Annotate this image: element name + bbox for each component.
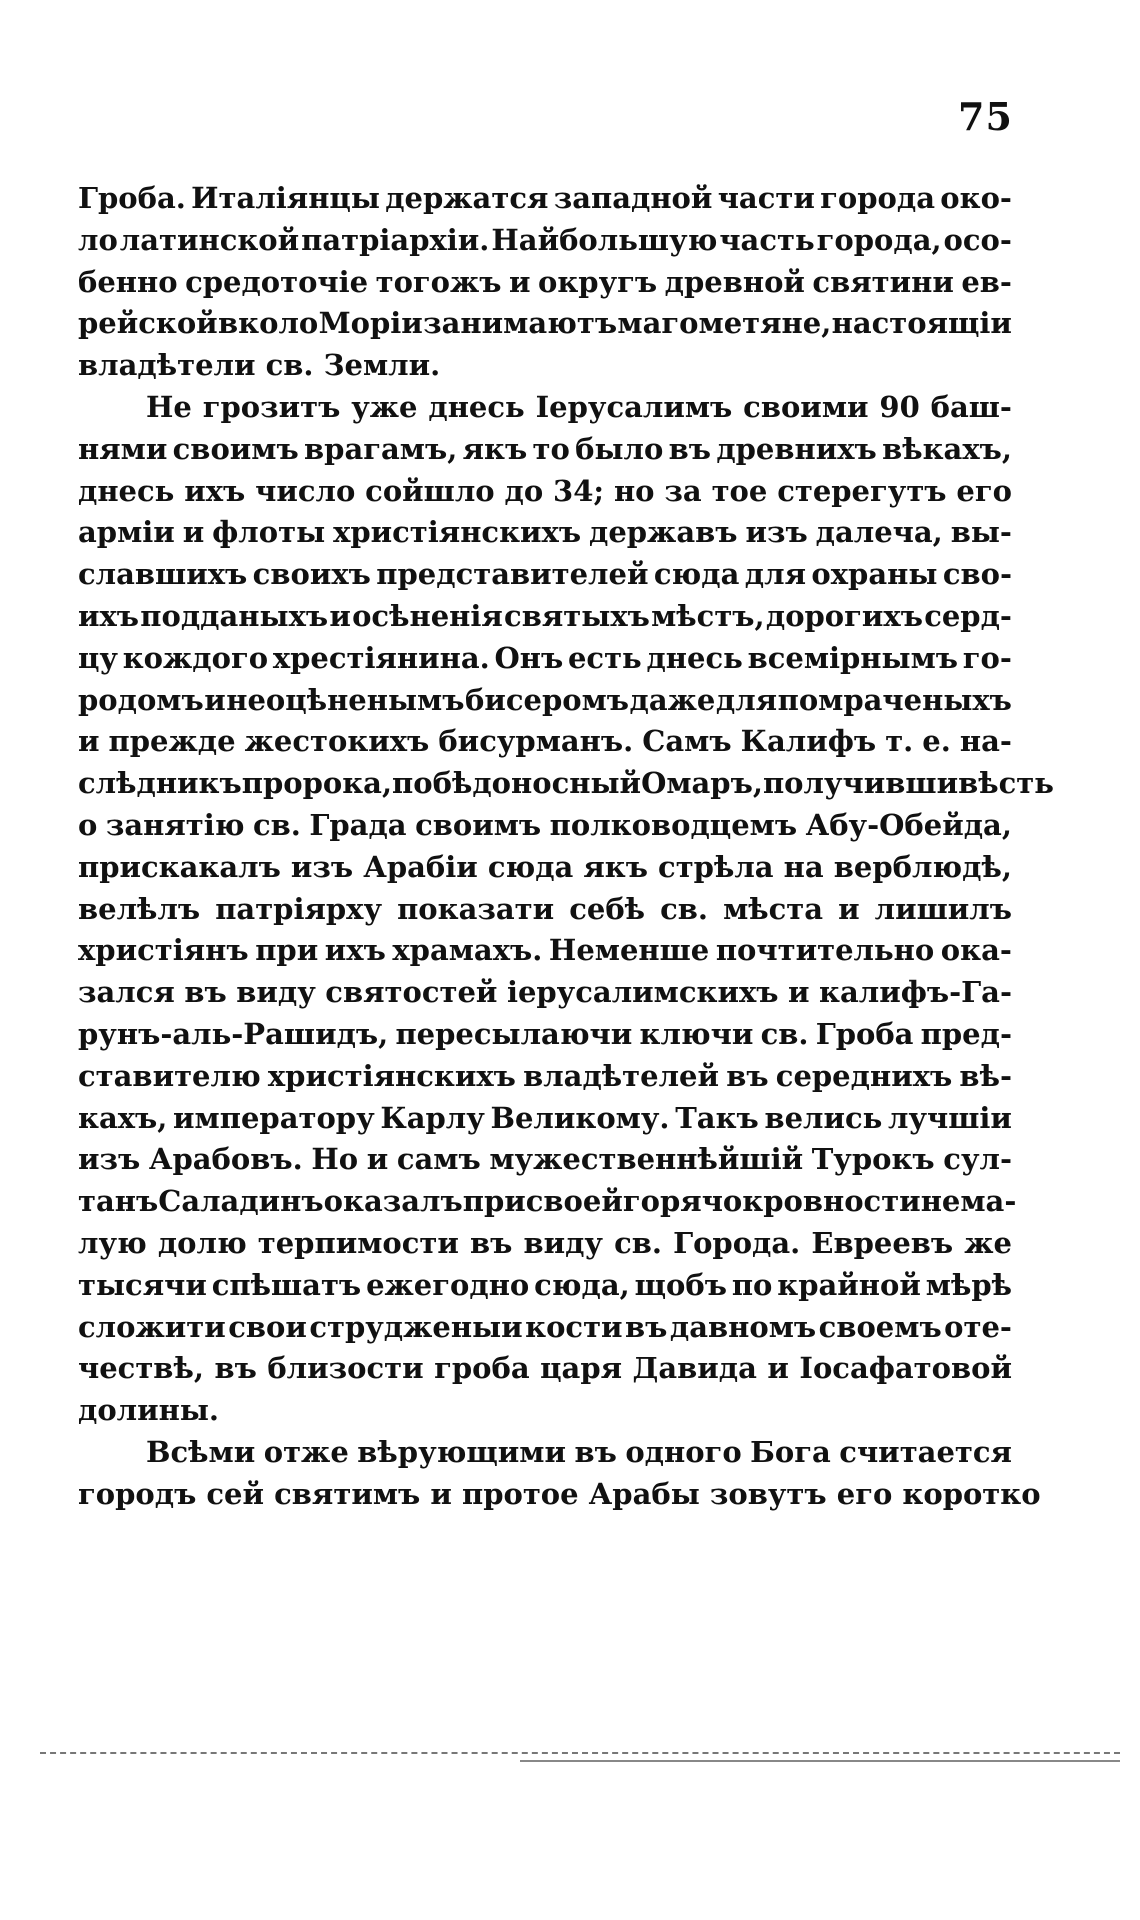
text-line: Всѣми отже вѣрующими въ одного Бога считается (146, 1434, 1012, 1469)
text-line: родомъ и неоцѣненымъ бисеромъ даже для помраченыхъ (78, 682, 1012, 717)
text-line: прискакалъ изъ Арабіи сюда якъ стрѣла на верблюдѣ, (78, 849, 1012, 884)
text-line: днесь ихъ число сойшло до 34; но за тое стерегутъ его (78, 473, 1012, 508)
paragraph (78, 387, 1054, 1432)
text-line: сложити свои струдженыи кости въ давномъ своемъ оте- (78, 1309, 1012, 1344)
text-line: и прежде жестокихъ бисурманъ. Самъ Калифъ т. е. на- (78, 724, 1012, 759)
text-line: слѣдникъ пророка, побѣдоносный Омаръ, получивши вѣсть (78, 766, 1054, 801)
text-line: лую долю терпимости въ виду св. Города. Евреевъ же (78, 1225, 1012, 1260)
page-number: 75 (958, 94, 1013, 139)
text-line: нями своимъ врагамъ, якъ то было въ древнихъ вѣкахъ, (78, 431, 1012, 466)
text-line: рейской вколо Моріи занимаютъ магометяне, настоящіи (78, 306, 1012, 341)
text-line: долины. (78, 1393, 220, 1428)
body-text (78, 178, 1054, 1516)
text-line: славшихъ своихъ представителей сюда для охраны сво- (78, 557, 1012, 592)
text-line: о занятію св. Града своимъ полководцемъ Абу-Обейда, (78, 807, 1012, 842)
text-line: Гроба. Италіянцы держатся западной части города око- (78, 181, 1012, 215)
text-line: изъ Арабовъ. Но и самъ мужественнѣйшій Турокъ сул- (78, 1142, 1012, 1177)
text-line: цу кождого хрестіянина. Онъ есть днесь всемірнымъ го- (78, 640, 1012, 675)
page-bottom-rule (40, 1752, 1120, 1754)
text-line: велѣлъ патріярху показати себѣ св. мѣста и лишилъ (78, 891, 1012, 926)
text-line: танъ Саладинъ оказалъ при своей горячокровности нема- (78, 1184, 1017, 1219)
text-line: зался въ виду святостей іерусалимскихъ и калифъ-Га- (78, 975, 1012, 1010)
text-line: городъ сей святимъ и протое Арабы зовутъ его коротко (78, 1476, 1041, 1511)
text-line: христіянъ при ихъ храмахъ. Неменше почтительно ока- (78, 933, 1012, 968)
text-line: кахъ, императору Карлу Великому. Такъ велись лучшіи (78, 1100, 1012, 1135)
text-line: рунъ-аль-Рашидъ, пересылаючи ключи св. Гроба пред- (78, 1016, 1012, 1051)
text-line: чествѣ, въ близости гроба царя Давида и Іосафатовой (78, 1351, 1012, 1386)
text-line: ставителю христіянскихъ владѣтелей въ середнихъ вѣ- (78, 1058, 1012, 1093)
text-line: Не грозитъ уже днесь Іерусалимъ своими 90 баш- (146, 389, 1012, 424)
paragraph (78, 178, 1012, 387)
text-line: тысячи спѣшатъ ежегодно сюда, щобъ по крайной мѣрѣ (78, 1267, 1012, 1302)
text-line: владѣтели св. Земли. (78, 348, 441, 383)
text-line: ихъ подданыхъ и осѣненія святыхъ мѣстъ, дорогихъ серд- (78, 598, 1012, 633)
paragraph (78, 1432, 1041, 1516)
text-line: арміи и флоты христіянскихъ державъ изъ далеча, вы- (78, 515, 1012, 550)
page-bottom-rule-secondary (520, 1760, 1120, 1762)
text-line: бенно средоточіе тогожъ и округъ древной святини ев- (78, 264, 1012, 299)
text-line: ло латинской патріархіи. Найбольшую часть города, осо- (78, 222, 1012, 257)
